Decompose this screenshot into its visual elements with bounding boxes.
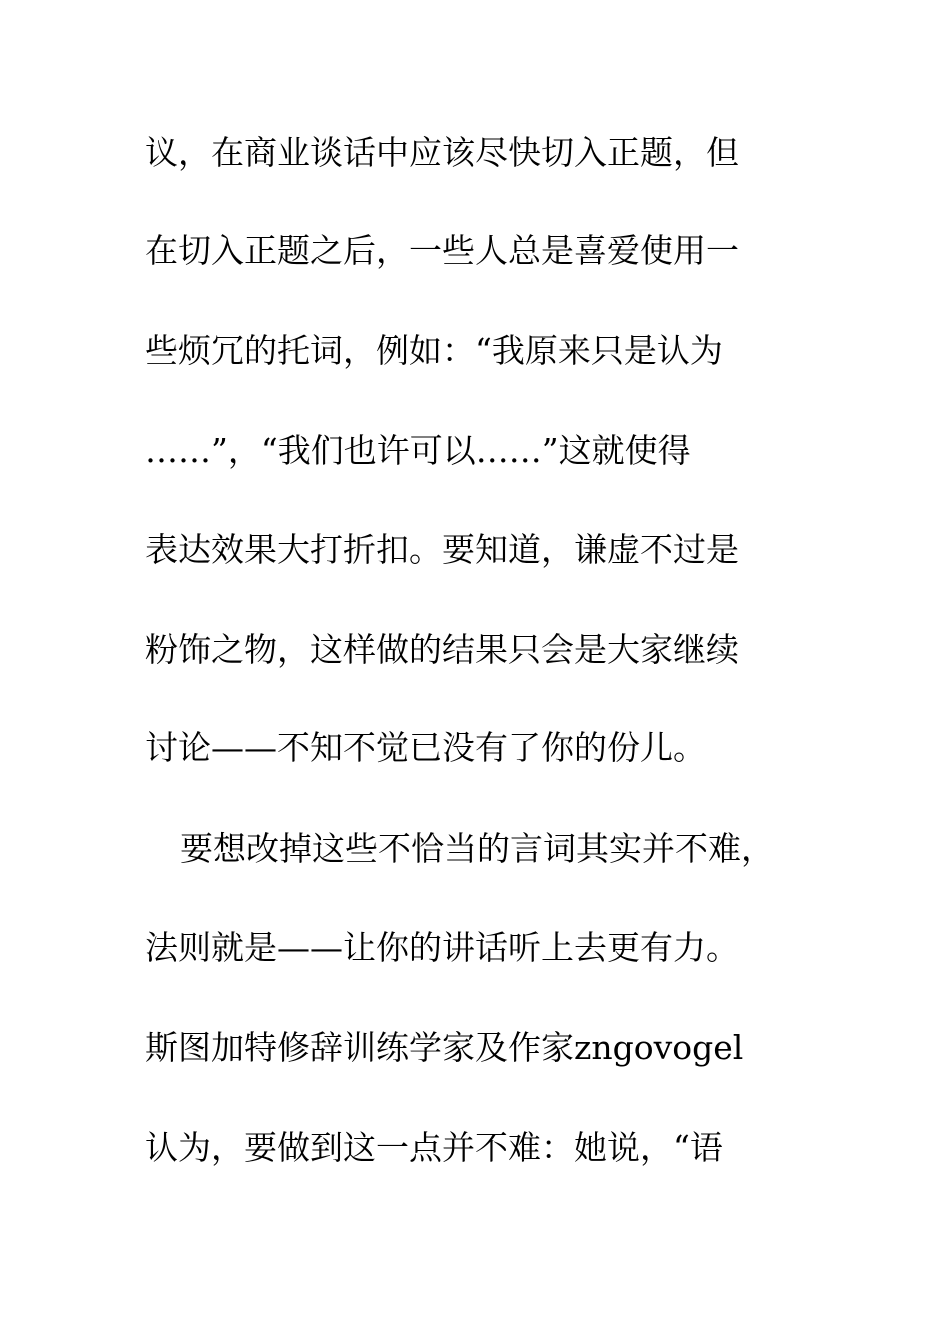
text-line: ……”，“我们也许可以……”这就使得 xyxy=(145,431,691,470)
text-line: 法则就是——让你的讲话听上去更有力。 xyxy=(145,928,739,967)
text-line: 议，在商业谈话中应该尽快切入正题，但 xyxy=(145,133,739,172)
text-line: 表达效果大打折扣。要知道，谦虚不过是 xyxy=(145,530,739,569)
paragraph-first-line: 要想改掉这些不恰当的言词其实并不难， xyxy=(180,829,774,868)
text-line: 讨论——不知不觉已没有了你的份儿。 xyxy=(145,728,706,767)
text-line: 斯图加特修辞训练学家及作家zngovogel xyxy=(145,1028,744,1067)
text-line: 在切入正题之后，一些人总是喜爱使用一 xyxy=(145,231,739,270)
text-line: 粉饰之物，这样做的结果只会是大家继续 xyxy=(145,630,739,669)
text-line: 些烦冗的托词，例如：“我原来只是认为 xyxy=(145,331,723,370)
text-line: 认为，要做到这一点并不难：她说，“语 xyxy=(145,1128,723,1167)
